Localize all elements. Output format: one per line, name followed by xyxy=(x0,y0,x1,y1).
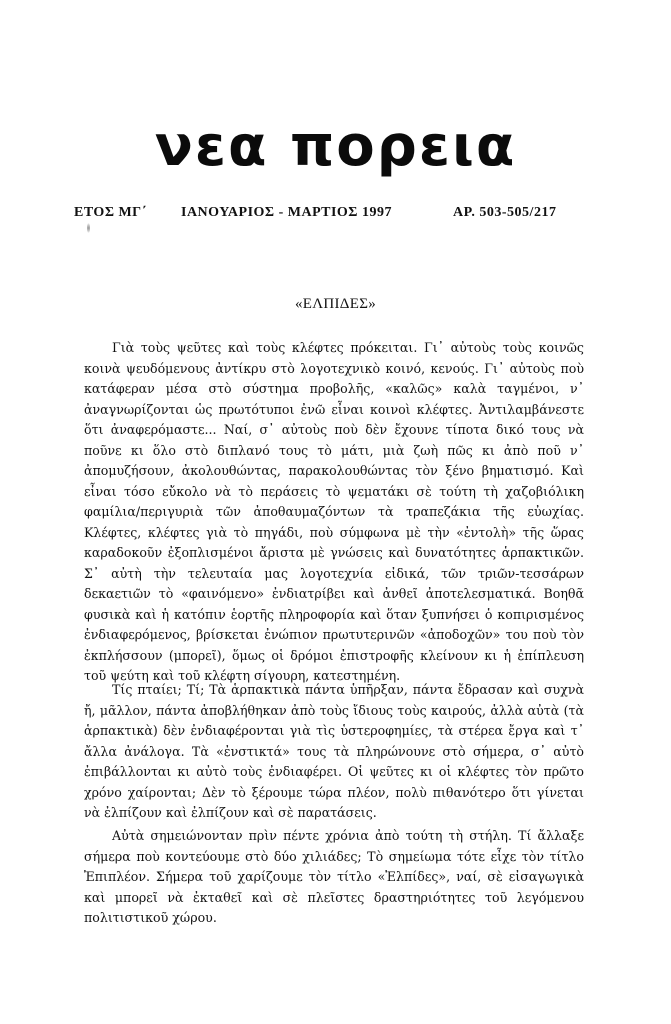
article-paragraph-1 xyxy=(84,338,584,687)
paragraph-text: Αὐτὰ σημειώνονταν πρὶν πέντε χρόνια ἀπὸ τούτη τὴ στήλη. Τί ἄλλαξε σήμερα ποὺ κοντεύουμε στὸ δύο χιλιάδες; Τὸ σημείωμα τότε εἶχε τὸν τίτλο Ἐπιπλέον. Σήμερα τοῦ χαρίζουμε τὸν τίτλο «Ἐλπίδες», ναί, σὲ εἰσαγωγικὰ καὶ μπορεῖ νὰ ἐκταθεῖ καὶ σὲ πλεῖστες δραστηριότητες τοῦ λεγόμενου πολιτιστικοῦ χώρου. xyxy=(84,828,584,925)
issue-date: ΙΑΝΟΥΑΡΙΟΣ - ΜΑΡΤΙΟΣ 1997 xyxy=(181,205,392,220)
paragraph-text: Γιὰ τοὺς ψεῦτες καὶ τοὺς κλέφτες πρόκειται. Γι᾽ αὐτοὺς τοὺς κοινῶς κοινὰ ψευδόμενους ἀντίκρυ στὸ λογοτεχνικὸ κοινό, κενούς. Γι᾽ αὐτοὺς ποὺ κατάφεραν μέσα στὸ σύστημα προβολῆς, «καλῶς» καλὰ ταγμένοι, ν᾽ ἀναγνωρίζονται ὡς πρωτότυποι ἐνῶ εἶναι κοινοὶ κλέφτες. Ἀντιλαμβάνεστε ὅτι ἀναφερόμαστε... Ναί, σ᾽ αὐτοὺς ποὺ δὲν ἔχουνε τίποτα δικό τους νὰ ποῦνε κι ὅλο στὸ διπλανό τους τὸ μάτι, μιὰ ζωὴ πῶς κι ἀπὸ ποῦ ν᾽ ἀπομυζήσουν, ἀκολουθώντας, παρακολουθώντας τὸν ξένο βηματισμό. Καὶ εἶναι τόσο εὔκολο νὰ τὸ περάσεις τὸ ψεματάκι σὲ τούτη τὴ χαζοβιόλικη φαμίλια/περιγυριὰ τῶν ἀποθαυμαζόντων τὰ τραπεζάκια τῆς εὐωχίας. Κλέφτες, κλέφτες γιὰ τὸ πηγάδι, ποὺ σύμφωνα μὲ τὴν «ἐντολὴ» τῆς ὥρας καραδοκοῦν ἐξοπλισμένοι ἄριστα μὲ γνώσεις καὶ δυνατότητες ἁρπακτικῶν. Σ᾽ αὐτὴ τὴν τελευταία μας λογοτεχνία εἰδικά, τῶν τριῶν-τεσσάρων δεκαετιῶν τὸ «φαινόμενο» ἐνδιατρίβει καὶ ἀνθεῖ ἀποτελεσματικά. Βοηθᾶ φυσικὰ καὶ ἡ κατόπιν ἑορτῆς πληροφορία καὶ ὅταν ξυπνήσει ὁ κοπιρισμένος ἐνδιαφερόμενος, βρίσκεται ἐνώπιον πρωτυτερινῶν «ἀποδοχῶν» του ποὺ τὸν ἐκπλήσσουν (μπορεῖ), ὅμως οἱ δρόμοι ἐπιστροφῆς κλείνουν κι ἡ ἐπίπλευση τοῦ ψεύτη καὶ τοῦ κλέφτη σίγουρη, κατεστημένη. xyxy=(84,340,584,683)
magazine-masthead: νεα πορεια xyxy=(154,114,517,179)
article-title: «ΕΛΠΙΔΕΣ» xyxy=(294,296,377,312)
issue-number: ΑΡ. 503-505/217 xyxy=(453,205,557,220)
issue-year: ΕΤΟΣ ΜΓ΄ xyxy=(74,205,147,220)
paragraph-text: Τίς πταίει; Τί; Τὰ ἁρπακτικὰ πάντα ὑπῆρξαν, πάντα ἔδρασαν καὶ συχνὰ ἤ, μᾶλλον, πάντα ἀποβλήθηκαν ἀπὸ τοὺς ἴδιους τοὺς καιρούς, ἀλλὰ αὐτὰ (τὰ ἁρπακτικὰ) δὲν ἐνδιαφέρονται γιὰ τὶς ὑστεροφημίες, τὰ στέρεα ἔργα καὶ τ᾽ ἄλλα ἀνάλογα. Τὰ «ἐνστικτά» τους τὰ πληρώνουνε στὸ σήμερα, σ᾽ αὐτὸ ἐπιβάλλονται κι αὐτὸ τοὺς ἐνδιαφέρει. Οἱ ψεῦτες κι οἱ κλέφτες τὸν πρῶτο χρόνο χαίρονται; Δὲν τὸ ξέρουμε τώρα πλέον, πολὺ πιθανότερο ὅτι γίνεται νὰ ἐλπίζουν καὶ ἐλπίζουν καὶ σὲ παρατάσεις. xyxy=(84,682,584,820)
article-paragraph-2 xyxy=(84,680,584,824)
scan-speck xyxy=(87,223,90,233)
article-paragraph-3 xyxy=(84,826,584,929)
